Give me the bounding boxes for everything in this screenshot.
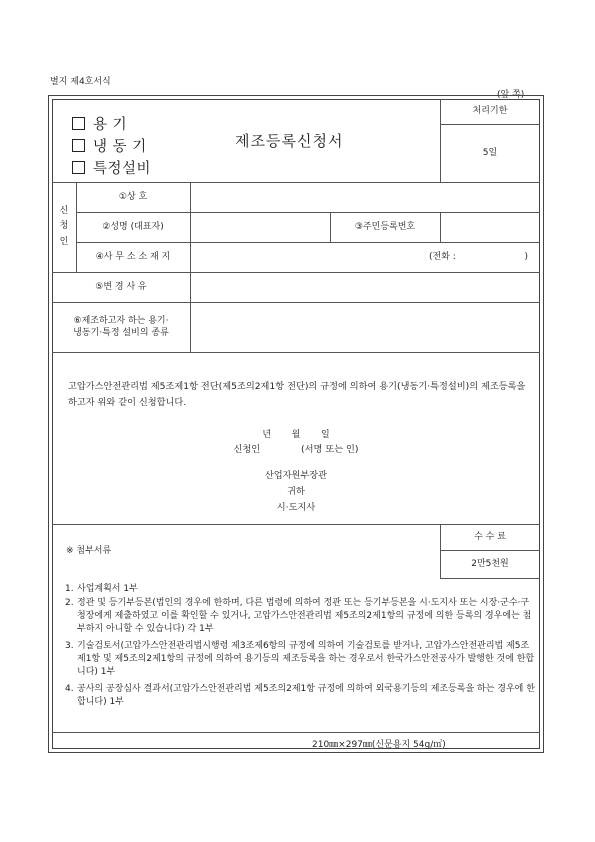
applicant-signature: 신청인 (서명 또는 인) bbox=[233, 444, 359, 455]
processing-period-value: 5일 bbox=[482, 147, 498, 158]
trade-name-label: ①상 호 bbox=[118, 191, 148, 202]
phone-field[interactable]: (전화 : ) bbox=[429, 251, 528, 262]
recipient-honorific: 귀하 bbox=[287, 486, 305, 497]
resident-number-label: ③주민등록번호 bbox=[354, 221, 416, 232]
date-line: 년 월 일 bbox=[262, 429, 330, 440]
form-number: 별지 제4호서식 bbox=[50, 77, 111, 87]
fee-label: 수 수 료 bbox=[474, 531, 506, 542]
trade-name-field[interactable] bbox=[190, 182, 540, 212]
page-side-label: (앞 쪽) bbox=[497, 90, 525, 100]
item-types-label: ⑥제조하고자 하는 용기· 냉동기·특정 설비의 종류 bbox=[73, 315, 169, 338]
fee-value: 2만5천원 bbox=[471, 558, 509, 569]
representative-name-field[interactable] bbox=[190, 212, 330, 242]
processing-period-label: 처리기한 bbox=[472, 106, 508, 117]
representative-name-label: ②성명 (대표자) bbox=[102, 221, 164, 232]
paper-spec: 210㎜×297㎜(신문용지 54g/㎡) bbox=[312, 740, 446, 750]
checkbox-refrigerator[interactable]: 냉 동 기 bbox=[72, 136, 182, 158]
change-reason-field[interactable] bbox=[190, 272, 540, 302]
checkbox-icon bbox=[72, 139, 85, 152]
application-statement: 고압가스안전관리법 제5조제1항 전단(제5조의2제1항 전단)의 규정에 의하여 용기(냉동기·특정설비)의 제조등록을 하고자 위와 같이 신청합니다. bbox=[68, 381, 526, 408]
equipment-kind-checklist bbox=[72, 114, 182, 178]
office-address-label: ④사 무 소 소 재 지 bbox=[95, 251, 171, 262]
applicant-label: 신 청 인 bbox=[59, 206, 69, 247]
checkbox-special-equipment[interactable]: 특정설비 bbox=[72, 158, 182, 178]
checkbox-icon bbox=[72, 117, 85, 130]
recipient-governor: 시·도지사 bbox=[276, 502, 316, 513]
resident-number-field[interactable] bbox=[440, 212, 540, 242]
change-reason-label: ⑤변 경 사 유 bbox=[95, 281, 147, 292]
form-title: 제조등록신청서 bbox=[235, 132, 344, 150]
recipient-minister: 산업자원부장관 bbox=[264, 470, 328, 481]
attachments-label: ※ 첨부서류 bbox=[66, 545, 112, 556]
checkbox-icon bbox=[72, 161, 85, 174]
item-types-field[interactable] bbox=[190, 302, 540, 352]
checkbox-container[interactable]: 용 기 bbox=[72, 114, 182, 136]
